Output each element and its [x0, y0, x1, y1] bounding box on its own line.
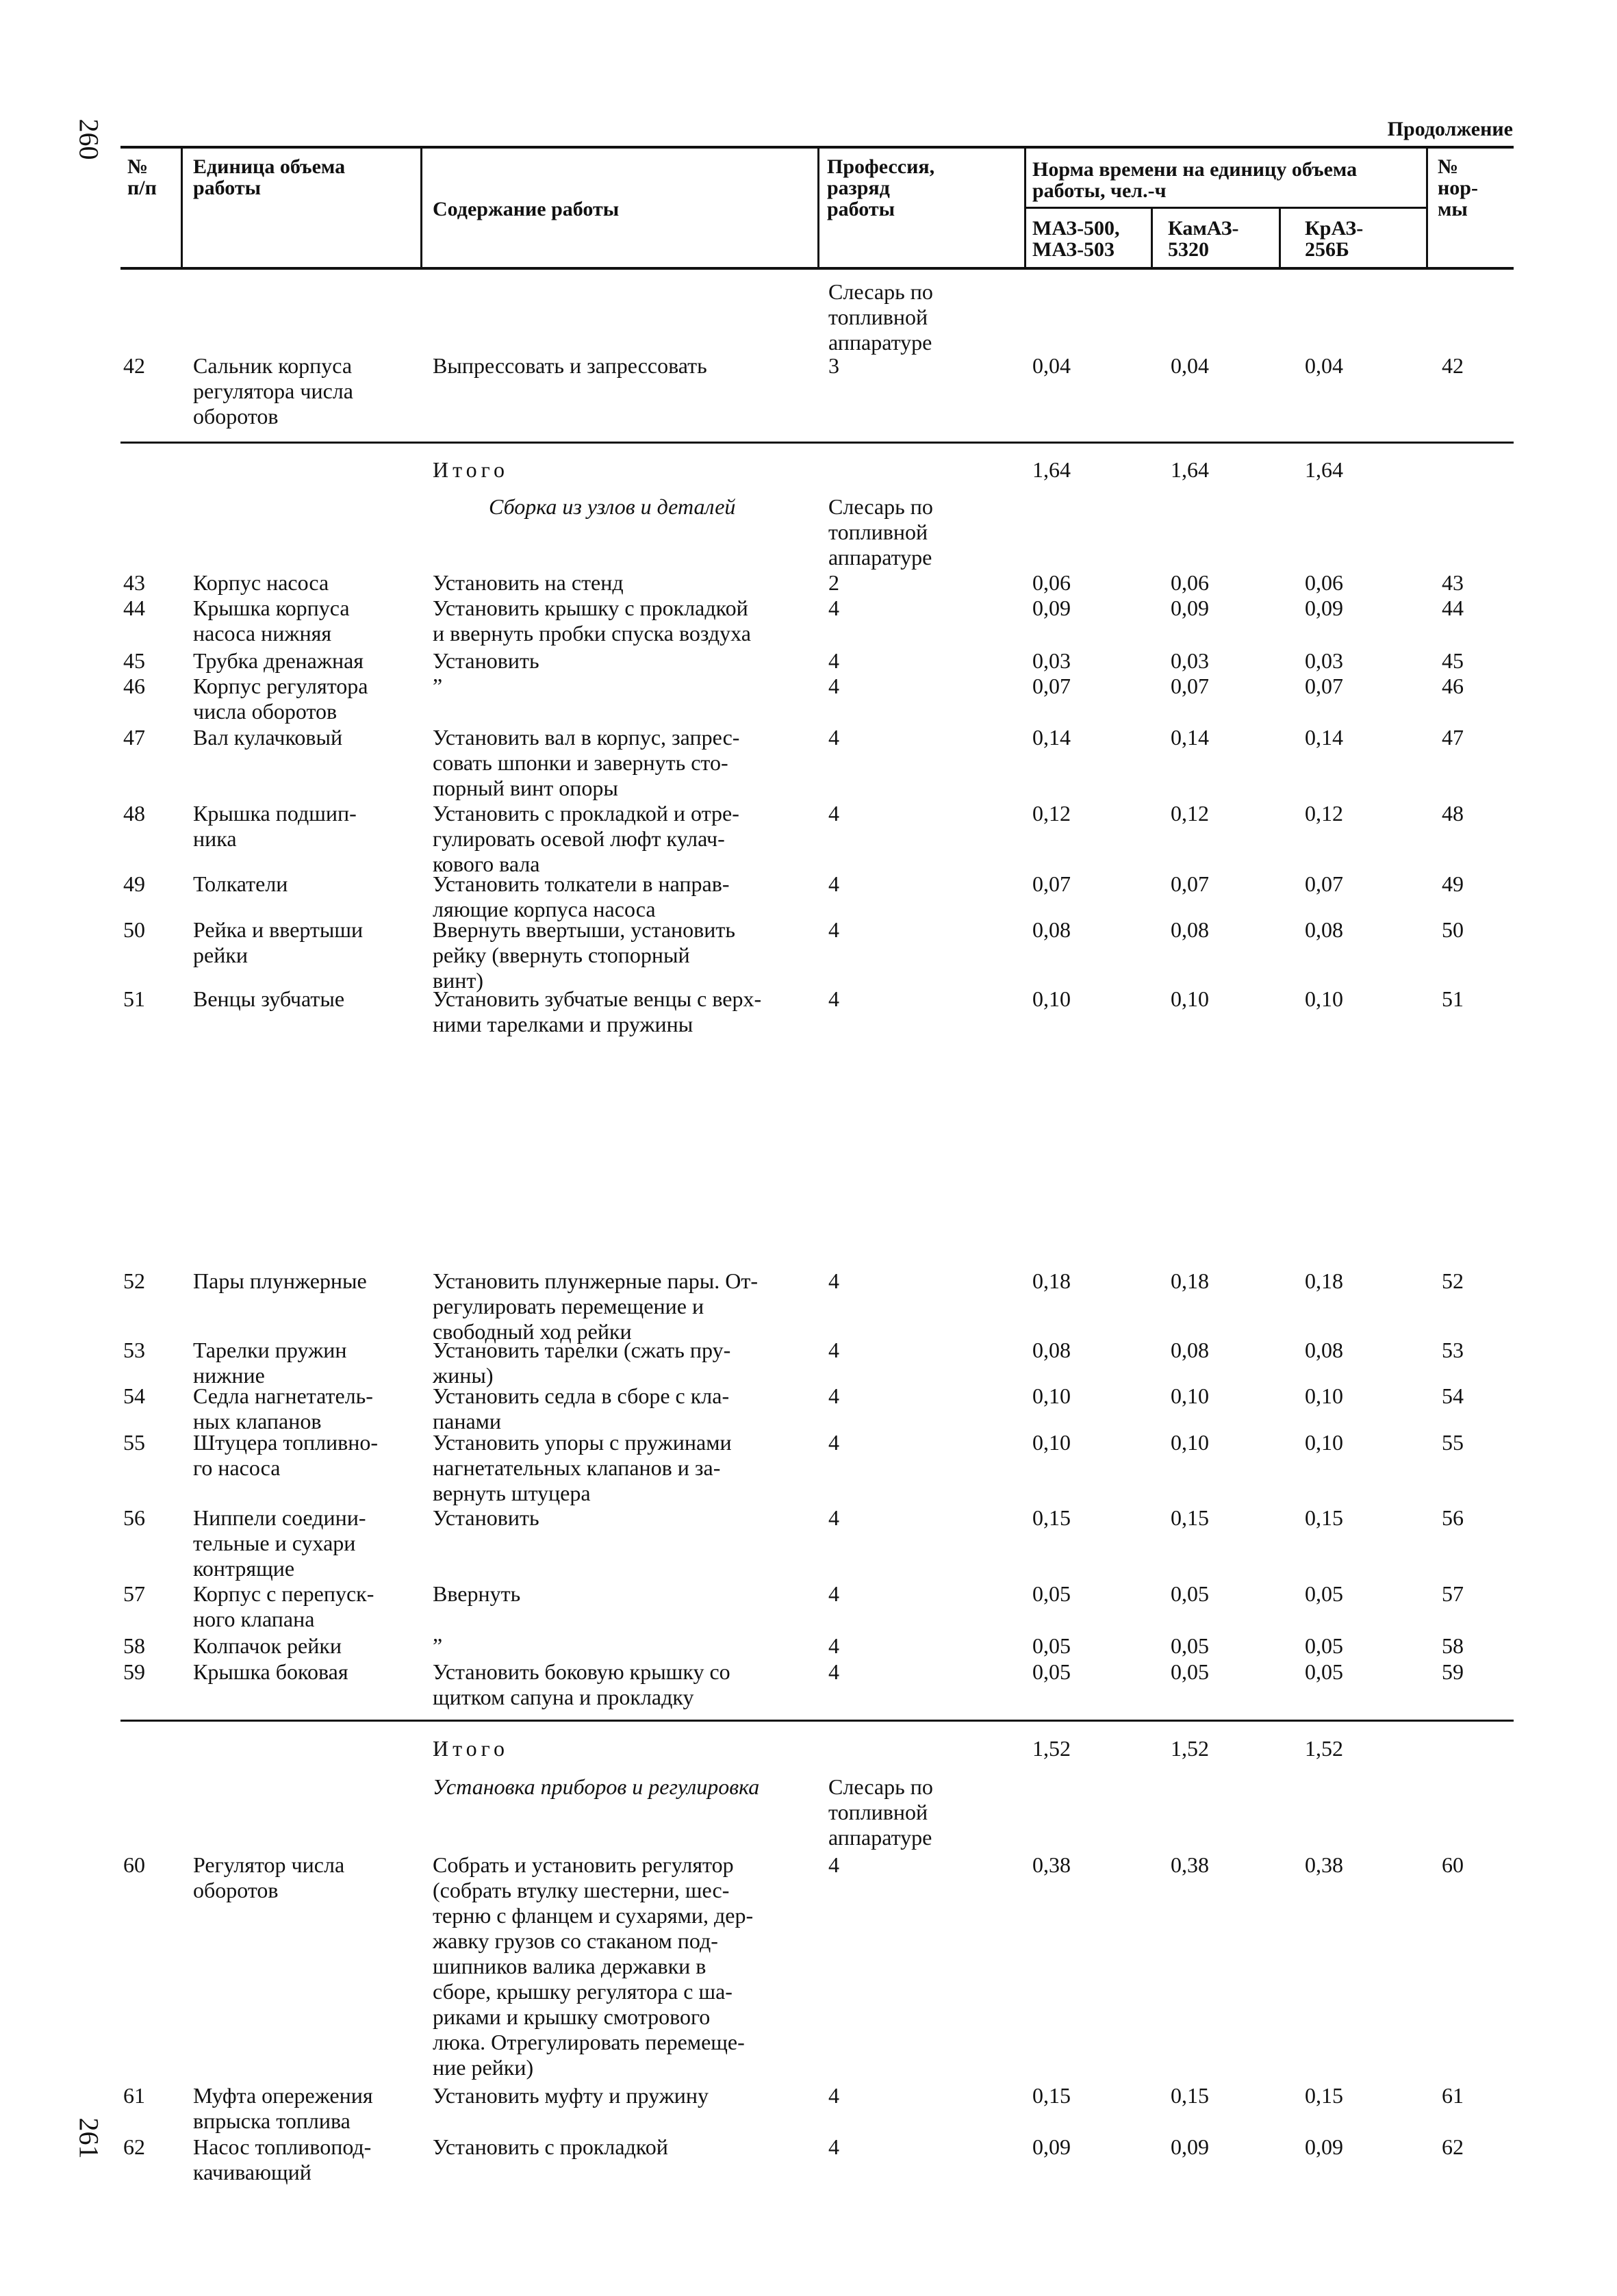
- row-grade: 4: [828, 871, 839, 896]
- row-number: 44: [123, 596, 145, 620]
- row-content: Установить упоры с пружинами нагнетательных клапанов и за- вернуть штуцера: [433, 1430, 732, 1505]
- section-title: Сборка из узлов и деталей: [489, 494, 736, 519]
- total-kraz: 1,52: [1305, 1736, 1343, 1761]
- row-grade: 2: [828, 570, 839, 595]
- row-kamaz: 0,09: [1171, 596, 1209, 620]
- total-maz: 1,52: [1032, 1736, 1071, 1761]
- header-norm-group: Норма времени на единицу объема работы, чел.-ч: [1032, 158, 1358, 202]
- row-unit: Тарелки пружин нижние: [193, 1338, 347, 1388]
- profession-label: Слесарь по топливной аппаратуре: [828, 1774, 933, 1850]
- total-kraz: 1,64: [1305, 457, 1343, 482]
- row-grade: 4: [828, 2134, 839, 2159]
- row-kraz: 0,05: [1305, 1633, 1343, 1658]
- row-content: Установить с прокладкой и отре- гулировать осевой люфт кулач- кового вала: [433, 801, 739, 876]
- row-unit: Насос топливопод- качивающий: [193, 2134, 372, 2184]
- row-number: 58: [123, 1633, 145, 1658]
- row-grade: 4: [828, 1430, 839, 1455]
- row-content: Выпрессовать и запрессовать: [433, 353, 707, 378]
- row-kraz: 0,14: [1305, 725, 1343, 750]
- row-kraz: 0,15: [1305, 2083, 1343, 2108]
- row-content: Установить с прокладкой: [433, 2134, 668, 2159]
- row-grade: 4: [828, 1581, 839, 1606]
- row-maz: 0,05: [1032, 1659, 1071, 1684]
- row-content: Установить на стенд: [433, 570, 624, 595]
- total-label: Итого: [433, 457, 509, 482]
- row-grade: 4: [828, 986, 839, 1011]
- row-maz: 0,07: [1032, 871, 1071, 896]
- row-norm-number: 42: [1442, 353, 1464, 378]
- page-number-top: 260: [73, 118, 105, 160]
- row-number: 43: [123, 570, 145, 595]
- row-kraz: 0,07: [1305, 871, 1343, 896]
- row-content: ”: [433, 1633, 443, 1658]
- row-kamaz: 0,05: [1171, 1633, 1209, 1658]
- row-kraz: 0,06: [1305, 570, 1343, 595]
- section-title: Установка приборов и регулировка: [433, 1774, 760, 1799]
- row-grade: 4: [828, 1633, 839, 1658]
- total-kamaz: 1,64: [1171, 457, 1209, 482]
- row-grade: 4: [828, 2083, 839, 2108]
- row-number: 61: [123, 2083, 145, 2108]
- row-number: 60: [123, 1852, 145, 1877]
- row-kraz: 0,05: [1305, 1659, 1343, 1684]
- row-kraz: 0,18: [1305, 1268, 1343, 1293]
- header-norm-number: № нор- мы: [1438, 155, 1478, 220]
- row-maz: 0,18: [1032, 1268, 1071, 1293]
- row-norm-number: 59: [1442, 1659, 1464, 1684]
- row-number: 49: [123, 871, 145, 896]
- row-maz: 0,14: [1032, 725, 1071, 750]
- row-maz: 0,08: [1032, 917, 1071, 942]
- header-kraz: КрАЗ- 256Б: [1305, 217, 1364, 261]
- header-kamaz: КамАЗ- 5320: [1168, 217, 1239, 261]
- row-grade: 4: [828, 1268, 839, 1293]
- row-norm-number: 47: [1442, 725, 1464, 750]
- row-number: 53: [123, 1338, 145, 1362]
- row-number: 47: [123, 725, 145, 750]
- header-unit: Единица объема работы: [193, 155, 346, 199]
- row-grade: 3: [828, 353, 839, 378]
- row-grade: 4: [828, 917, 839, 942]
- row-content: Установить седла в сборе с кла- панами: [433, 1383, 730, 1433]
- row-unit: Колпачок рейки: [193, 1633, 342, 1658]
- row-kraz: 0,08: [1305, 1338, 1343, 1362]
- row-unit: Трубка дренажная: [193, 648, 364, 673]
- row-kamaz: 0,10: [1171, 1430, 1209, 1455]
- row-unit: Толкатели: [193, 871, 288, 896]
- row-kamaz: 0,08: [1171, 1338, 1209, 1362]
- row-kraz: 0,05: [1305, 1581, 1343, 1606]
- header-content: Содержание работы: [433, 198, 620, 220]
- row-number: 45: [123, 648, 145, 673]
- row-kamaz: 0,09: [1171, 2134, 1209, 2159]
- row-grade: 4: [828, 1505, 839, 1530]
- row-norm-number: 54: [1442, 1383, 1464, 1408]
- row-kamaz: 0,08: [1171, 917, 1209, 942]
- row-kraz: 0,10: [1305, 1383, 1343, 1408]
- row-norm-number: 53: [1442, 1338, 1464, 1362]
- row-unit: Ниппели соедини- тельные и сухари контрящие: [193, 1505, 366, 1581]
- row-norm-number: 52: [1442, 1268, 1464, 1293]
- row-number: 59: [123, 1659, 145, 1684]
- row-norm-number: 60: [1442, 1852, 1464, 1877]
- row-grade: 4: [828, 1338, 839, 1362]
- row-unit: Крышка корпуса насоса нижняя: [193, 596, 350, 646]
- row-kraz: 0,08: [1305, 917, 1343, 942]
- row-maz: 0,03: [1032, 648, 1071, 673]
- row-maz: 0,04: [1032, 353, 1071, 378]
- row-maz: 0,15: [1032, 1505, 1071, 1530]
- row-content: Установить толкатели в направ- ляющие корпуса насоса: [433, 871, 730, 921]
- row-norm-number: 49: [1442, 871, 1464, 896]
- row-number: 51: [123, 986, 145, 1011]
- row-kamaz: 0,15: [1171, 1505, 1209, 1530]
- row-kraz: 0,15: [1305, 1505, 1343, 1530]
- row-content: Установить муфту и пружину: [433, 2083, 709, 2108]
- row-maz: 0,06: [1032, 570, 1071, 595]
- row-grade: 4: [828, 801, 839, 826]
- row-norm-number: 43: [1442, 570, 1464, 595]
- row-kamaz: 0,10: [1171, 1383, 1209, 1408]
- row-unit: Седла нагнетатель- ных клапанов: [193, 1383, 373, 1433]
- row-norm-number: 57: [1442, 1581, 1464, 1606]
- row-grade: 4: [828, 725, 839, 750]
- row-content: Установить плунжерные пары. От- регулировать перемещение и свободный ход рейки: [433, 1268, 759, 1344]
- row-unit: Корпус насоса: [193, 570, 329, 595]
- page-number-bottom: 261: [73, 2117, 105, 2159]
- header-maz: МАЗ-500, МАЗ-503: [1032, 217, 1120, 261]
- row-number: 54: [123, 1383, 145, 1408]
- row-maz: 0,10: [1032, 986, 1071, 1011]
- row-norm-number: 51: [1442, 986, 1464, 1011]
- row-kraz: 0,07: [1305, 674, 1343, 698]
- row-grade: 4: [828, 1659, 839, 1684]
- row-grade: 4: [828, 674, 839, 698]
- row-maz: 0,07: [1032, 674, 1071, 698]
- header-num: № п/п: [127, 155, 157, 199]
- row-kamaz: 0,06: [1171, 570, 1209, 595]
- row-content: Установить: [433, 648, 539, 673]
- row-kraz: 0,09: [1305, 596, 1343, 620]
- profession-label: Слесарь по топливной аппаратуре: [828, 279, 933, 355]
- row-number: 55: [123, 1430, 145, 1455]
- row-kraz: 0,09: [1305, 2134, 1343, 2159]
- row-kraz: 0,10: [1305, 986, 1343, 1011]
- row-number: 56: [123, 1505, 145, 1530]
- row-kamaz: 0,12: [1171, 801, 1209, 826]
- row-unit: Крышка боковая: [193, 1659, 348, 1684]
- row-norm-number: 61: [1442, 2083, 1464, 2108]
- row-kraz: 0,10: [1305, 1430, 1343, 1455]
- row-content: ”: [433, 674, 443, 698]
- row-kamaz: 0,05: [1171, 1659, 1209, 1684]
- row-kraz: 0,03: [1305, 648, 1343, 673]
- row-content: Установить: [433, 1505, 539, 1530]
- row-unit: Пары плунжерные: [193, 1268, 367, 1293]
- row-kamaz: 0,14: [1171, 725, 1209, 750]
- row-grade: 4: [828, 648, 839, 673]
- row-kamaz: 0,03: [1171, 648, 1209, 673]
- header-profession: Профессия, разряд работы: [827, 155, 935, 220]
- row-unit: Сальник корпуса регулятора числа оборотов: [193, 353, 353, 429]
- row-unit: Регулятор числа оборотов: [193, 1852, 345, 1902]
- total-kamaz: 1,52: [1171, 1736, 1209, 1761]
- row-grade: 4: [828, 596, 839, 620]
- row-unit: Венцы зубчатые: [193, 986, 345, 1011]
- total-label: Итого: [433, 1736, 509, 1761]
- row-content: Ввернуть ввертыши, установить рейку (ввернуть стопорный винт): [433, 917, 735, 993]
- row-number: 42: [123, 353, 145, 378]
- row-maz: 0,05: [1032, 1581, 1071, 1606]
- row-maz: 0,08: [1032, 1338, 1071, 1362]
- row-kamaz: 0,10: [1171, 986, 1209, 1011]
- row-unit: Вал кулачковый: [193, 725, 343, 750]
- row-norm-number: 50: [1442, 917, 1464, 942]
- row-unit: Корпус регулятора числа оборотов: [193, 674, 368, 724]
- row-maz: 0,12: [1032, 801, 1071, 826]
- row-maz: 0,09: [1032, 2134, 1071, 2159]
- row-content: Установить тарелки (сжать пру- жины): [433, 1338, 731, 1388]
- row-maz: 0,10: [1032, 1383, 1071, 1408]
- row-content: Ввернуть: [433, 1581, 521, 1606]
- row-grade: 4: [828, 1383, 839, 1408]
- row-kamaz: 0,04: [1171, 353, 1209, 378]
- row-content: Установить зубчатые венцы с верх- ними тарелками и пружины: [433, 986, 762, 1036]
- row-kamaz: 0,07: [1171, 674, 1209, 698]
- row-norm-number: 45: [1442, 648, 1464, 673]
- row-maz: 0,10: [1032, 1430, 1071, 1455]
- row-norm-number: 56: [1442, 1505, 1464, 1530]
- row-number: 48: [123, 801, 145, 826]
- row-norm-number: 48: [1442, 801, 1464, 826]
- row-content: Установить боковую крышку со щитком сапуна и прокладку: [433, 1659, 730, 1709]
- total-maz: 1,64: [1032, 457, 1071, 482]
- row-content: Установить вал в корпус, запрес- совать шпонки и завернуть сто- порный винт опоры: [433, 725, 740, 800]
- row-kraz: 0,38: [1305, 1852, 1343, 1877]
- row-kamaz: 0,38: [1171, 1852, 1209, 1877]
- continuation-label: Продолжение: [1387, 118, 1513, 140]
- row-grade: 4: [828, 1852, 839, 1877]
- row-norm-number: 58: [1442, 1633, 1464, 1658]
- profession-label: Слесарь по топливной аппаратуре: [828, 494, 933, 570]
- row-maz: 0,09: [1032, 596, 1071, 620]
- row-maz: 0,15: [1032, 2083, 1071, 2108]
- row-maz: 0,05: [1032, 1633, 1071, 1658]
- row-unit: Муфта опережения впрыска топлива: [193, 2083, 373, 2133]
- row-number: 52: [123, 1268, 145, 1293]
- row-kamaz: 0,07: [1171, 871, 1209, 896]
- row-unit: Крышка подшип- ника: [193, 801, 357, 851]
- row-kamaz: 0,15: [1171, 2083, 1209, 2108]
- row-norm-number: 46: [1442, 674, 1464, 698]
- row-norm-number: 44: [1442, 596, 1464, 620]
- row-kamaz: 0,18: [1171, 1268, 1209, 1293]
- row-kamaz: 0,05: [1171, 1581, 1209, 1606]
- row-unit: Корпус с перепуск- ного клапана: [193, 1581, 374, 1631]
- row-kraz: 0,04: [1305, 353, 1343, 378]
- row-unit: Рейка и ввертыши рейки: [193, 917, 364, 967]
- row-unit: Штуцера топливно- го насоса: [193, 1430, 379, 1480]
- row-norm-number: 62: [1442, 2134, 1464, 2159]
- row-kraz: 0,12: [1305, 801, 1343, 826]
- row-content: Установить крышку с прокладкой и ввернуть пробки спуска воздуха: [433, 596, 751, 646]
- row-norm-number: 55: [1442, 1430, 1464, 1455]
- row-number: 46: [123, 674, 145, 698]
- row-number: 57: [123, 1581, 145, 1606]
- row-number: 62: [123, 2134, 145, 2159]
- row-number: 50: [123, 917, 145, 942]
- row-maz: 0,38: [1032, 1852, 1071, 1877]
- row-content: Собрать и установить регулятор (собрать втулку шестерни, шес- терню с фланцем и сухарями, дер- жавку грузов со стаканом под- шипников валика державки в сборе, крышку регулятора с ша- риками и крышку смотрового люка. Отрегулировать перемеще- ние рейки): [433, 1852, 754, 2080]
